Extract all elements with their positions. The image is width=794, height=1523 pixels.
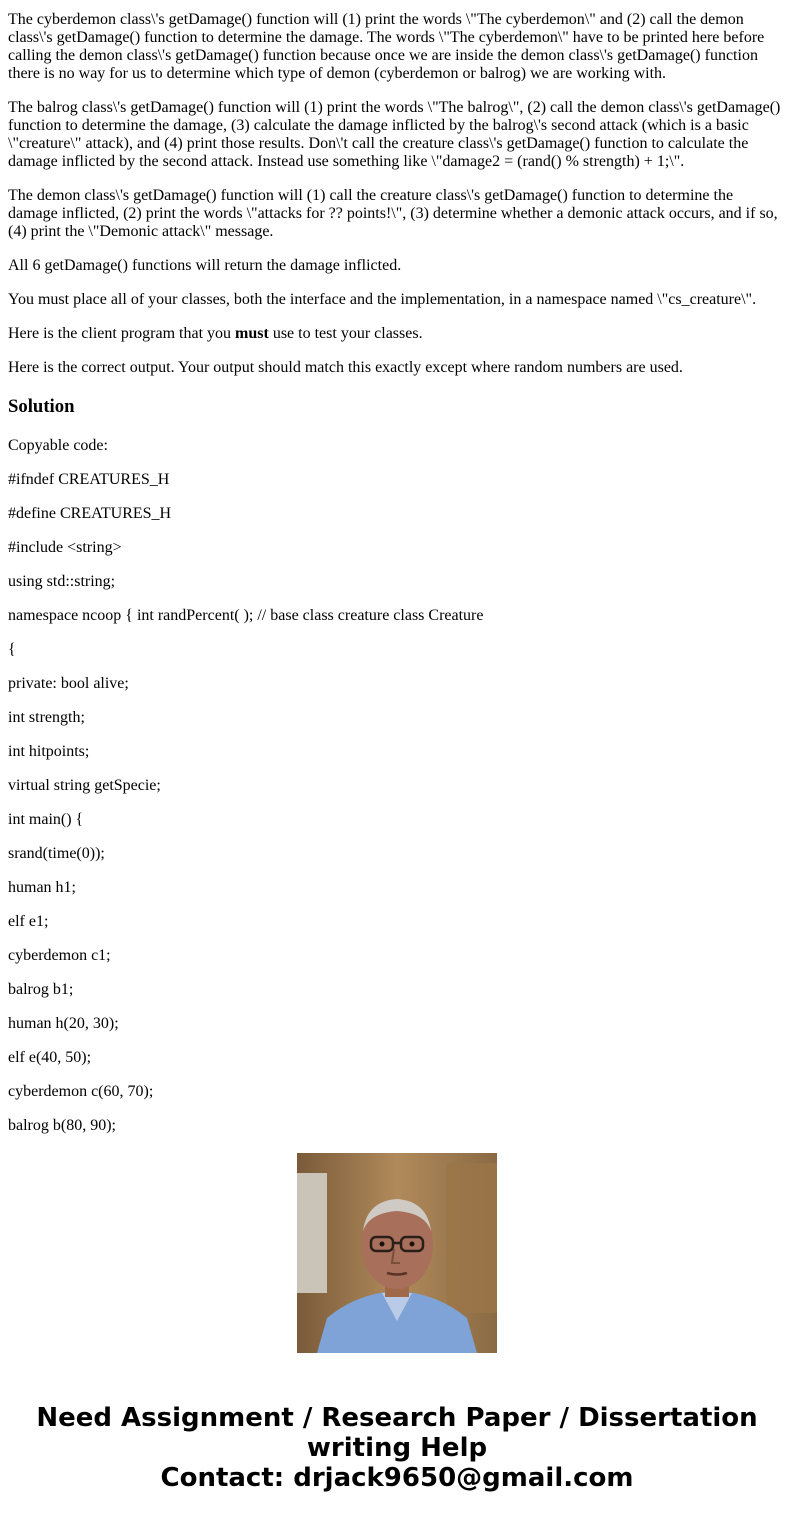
article-content [8,0,784,1134]
code-line: cyberdemon c(60, 70); [8,1083,154,1100]
code-line: int hitpoints; [8,743,90,760]
copyable-label: Copyable code: [8,437,108,454]
code-line: human h(20, 30); [8,1015,119,1032]
banner-line-2: writing Help [306,1433,488,1463]
code-line: namespace ncoop { int randPercent( ); // base class creature class Creature [8,607,484,624]
paragraph-balrog: The balrog class\'s getDamage() function will (1) print the words \"The balrog\", (2) call the demon class\'s getDamage() function to determine the damage, (3) calculate the damage inflicted by the balrog\'s second attack (which is a basic \"creature\" attack), and (4) print those results. Don\'t call the creature class\'s getDamage() function to calculate the damage inflicted by the second attack. Instead use something like \"damage2 = (rand() % strength) + 1;\". [8,99,781,170]
code-line: int main() { [8,811,84,828]
code-line: { [8,641,16,658]
code-line: balrog b(80, 90); [8,1117,116,1134]
banner-contact-email: Contact: drjack9650@gmail.com [160,1463,634,1493]
avatar [297,1153,497,1353]
paragraph-return: All 6 getDamage() functions will return the damage inflicted. [8,257,402,274]
code-line: #ifndef CREATURES_H [8,471,170,488]
code-line: virtual string getSpecie; [8,777,161,794]
paragraph-demon: The demon class\'s getDamage() function will (1) call the creature class\'s getDamage() function to determine the damage inflicted, (2) print the words \"attacks for ?? points!\", (3) determine whether a demonic attack occurs, and if so, (4) print the \"Demonic attack\" message. [8,187,778,240]
banner-line-1: Need Assignment / Research Paper / Dissertation [36,1403,758,1433]
code-line: #define CREATURES_H [8,505,172,522]
code-line: elf e1; [8,913,49,930]
code-line: int strength; [8,709,85,726]
paragraph-client-program [8,325,784,343]
code-line: private: bool alive; [8,675,129,692]
code-line: srand(time(0)); [8,845,105,862]
code-line: #include <string> [8,539,122,556]
paragraph-cyberdemon: The cyberdemon class\'s getDamage() function will (1) print the words \"The cyberdemon\" and (2) call the demon class\'s getDamage() function to determine the damage. The words \"The cyberdemon\" have to be printed here before calling the demon class\'s getDamage() function because once we are inside the demon class\'s getDamage() function there is no way for us to determine which type of demon (cyberdemon or balrog) we are working with. [8,11,765,82]
person-portrait-icon [297,1153,497,1353]
code-line: balrog b1; [8,981,74,998]
code-line: cyberdemon c1; [8,947,111,964]
code-line: elf e(40, 50); [8,1049,92,1066]
paragraph-correct-output: Here is the correct output. Your output should match this exactly except where random numbers are used. [8,359,683,376]
client-text-bold: must [235,325,269,342]
client-text-before: Here is the client program that you [8,325,236,342]
paragraph-namespace: You must place all of your classes, both the interface and the implementation, in a namespace named \"cs_creature\". [8,291,757,308]
solution-heading: Solution [8,396,75,417]
code-line: human h1; [8,879,76,896]
code-line: using std::string; [8,573,116,590]
contact-banner [0,1403,794,1493]
client-text-after: use to test your classes. [268,325,423,342]
